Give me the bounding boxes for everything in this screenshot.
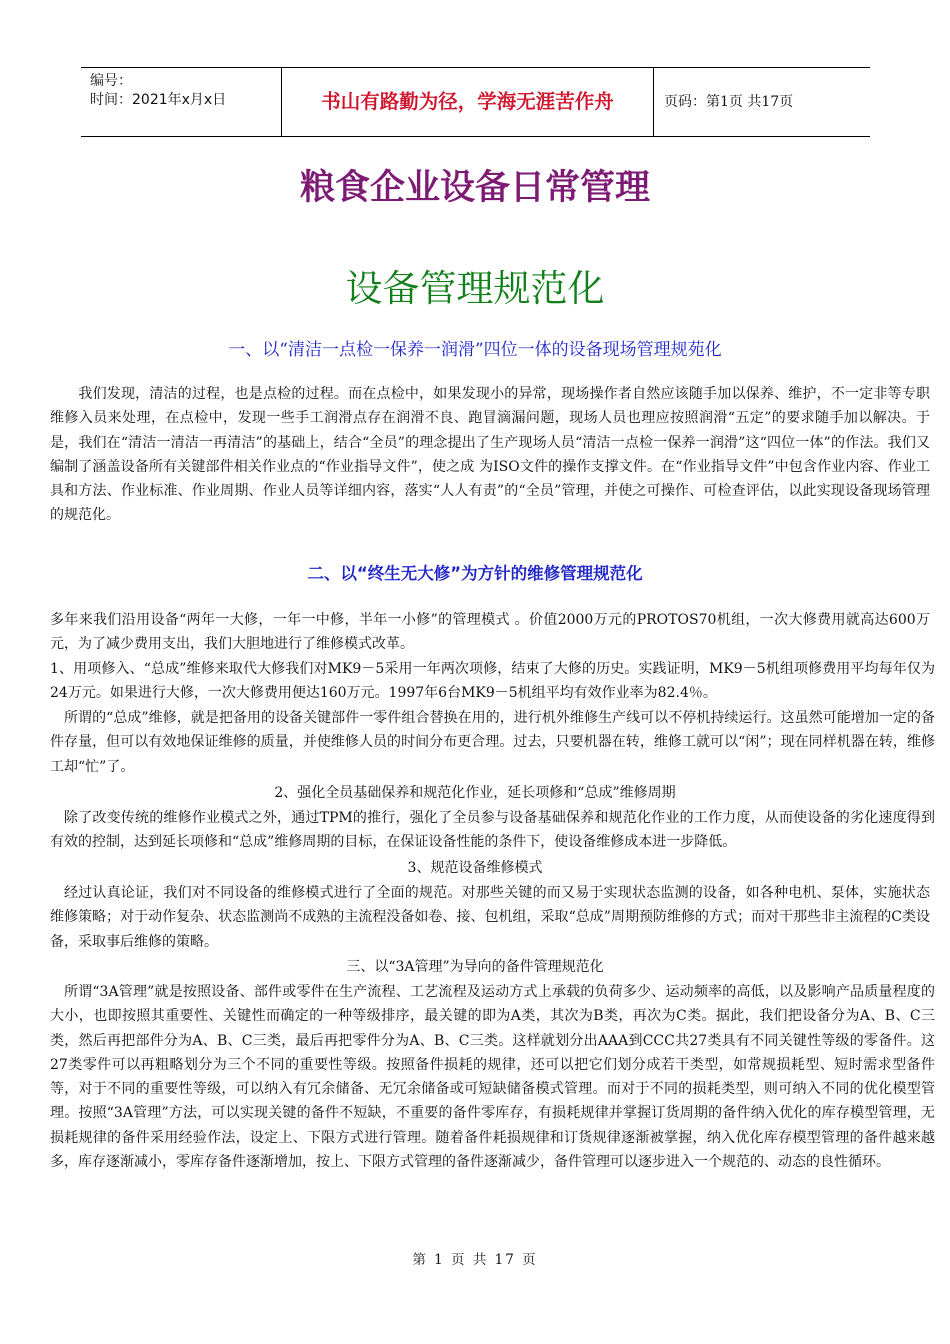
header-meta — [81, 68, 281, 136]
section-2-paragraph-2: 所谓的“总成”维修，就是把备用的设备关键部件一零件组合替换在用的，进行机外维修生产线可以不停机持续运行。这虽然可能增加一定的备件存量，但可以有效地保证维修的质量，并使维修人员的时间分布更合理。过去，只要机器在转，维修工就可以“闲”；现在同样机器在转，维修工却“忙”了。 — [50, 710, 935, 775]
document-date-label: 时间：2021年x月x日 — [90, 92, 227, 108]
section-2-paragraph-1: 多年来我们沿用设备“两年一大修，一年一中修，半年一小修”的管理模式 。价值2000万元的PROTOS70机组，一次大修费用就高达600万元，为了减少费用支出，我们大胆地进行了维修模式改革。 — [50, 612, 930, 653]
section-2-item-2: 2、强化全员基础保养和规范化作业，延长项修和“总成”维修周期 — [274, 785, 676, 801]
page-footer: 第 1 页 共 17 页 — [412, 1252, 538, 1268]
section-3-paragraph: 所谓“3A管理”就是按照设备、部件或零件在生产流程、工艺流程及运动方式上承载的负荷多少、运动频率的高低，以及影响产品质量程度的大小，也即按照其重要性、关键性而确定的一种等级排序，最关键的即为A类，其次为B类，再次为C类。据此，我们把设备分为A、B、C三类，然后再把部件分为A、B、C三类，最后再把零件分为A、B、C三类。这样就划分出AAA到CCC共27类具有不同关键性等级的零备件。这27类零件可以再粗略划分为三个不同的重要性等级。按照备件损耗的规律，还可以把它们划分成若干类型，如常规损耗型、短时需求型备件等，对于不同的重要性等级，可以纳入有冗余储备、无冗余储备或可短缺储备模式管理。而对于不同的损耗类型，则可纳入不同的优化模型管理。按照“3A管理”方法，可以实现关键的备件不短缺，不重要的备件零库存，有损耗规律并掌握订货周期的备件纳入优化的库存模型管理，无损耗规律的备件采用经验作法，设定上、下限方式进行管理。随着备件耗损规律和订货规律逐渐被掌握，纳入优化库存模型管理的备件越来越多，库存逐渐减小，零库存备件逐渐增加，按上、下限方式管理的备件逐渐减少，备件管理可以逐步进入一个规范的、动态的良性循环。 — [50, 984, 935, 1171]
document-title: 粮食企业设备日常管理 — [299, 168, 650, 208]
section-1-heading: 一、以“清洁一点检一保养一润滑”四位一体的设备现场管理规苑化 — [228, 340, 722, 360]
section-2-item-1: 1、用项修入、“总成”维修来取代大修我们对MK9－5采用一年两次项修，结束了大修的历史。实践证明，MK9－5机组项修费用平均每年仅为24万元。如果进行大修，一次大修费用便达160万元。1997年6台MK9－5机组平均有效作业率为82.4％。 — [50, 661, 935, 702]
section-2-paragraph-3: 除了改变传统的维修作业模式之外，通过TPM的推行，强化了全员参与设备基础保养和规范化作业的工作力度，从而使设备的劣化速度得到有效的控制，达到延长项修和“总成”维修周期的目标，在保证设备性能的条件下，使设备维修成本进一步降低。 — [50, 810, 935, 851]
document-subtitle: 设备管理规范化 — [345, 267, 605, 310]
section-3-heading: 三、以“3A管理”为导向的备件管理规范化 — [346, 959, 604, 975]
document-number-label: 编号： — [90, 73, 132, 89]
section-2-item-3: 3、规范设备维修模式 — [407, 860, 543, 876]
section-1-paragraph: 我们发现，清洁的过程，也是点检的过程。而在点检中，如果发现小的异常，现场操作者自然应该随手加以保养、维护，不一定非等专职维修入员来处理，在点检中，发现一些手工润滑点存在润滑不良、跑冒滴漏问题，现场人员也理应按照润滑“五定”的要求随手加以解决。于是，我们在“清洁一清洁一再清洁”的基础上，结合“全员”的理念提出了生产现场人员“清洁一点检一保养一润滑”这“四位一体”的作法。我们又编制了涵盖设备所有关键部件相关作业点的“作业指导文件”，使之成 为ISO文件的操作支撑文件。在“作业指导文件”中包含作业内容、作业工具和方法、作业标准、作业周期、作业人员等详细内容，落实“人人有责”的“全员”管理，并使之可操作、可检查评估，以此实现设备现场管理的规范化。 — [50, 386, 930, 524]
header-motto: 书山有路勤为径，学海无涯苦作舟 — [281, 68, 654, 136]
header-page-label: 页码：第1页 共17页 — [664, 94, 794, 110]
section-2-paragraph-4: 经过认真论证，我们对不同设备的维修模式进行了全面的规范。对那些关键的而又易于实现状态监测的设备，如各种电机、泵体，实施状态维修策略；对于动作复杂、状态监测尚不成熟的主流程没备如卷、接、包机组，采取“总成”周期预防维修的方式；而对干那些非主流程的C类设备，采取事后维修的策略。 — [50, 885, 930, 950]
document-header — [81, 67, 870, 137]
section-2-heading: 二、以“终生无大修”为方针的维修管理规范化 — [307, 564, 643, 583]
